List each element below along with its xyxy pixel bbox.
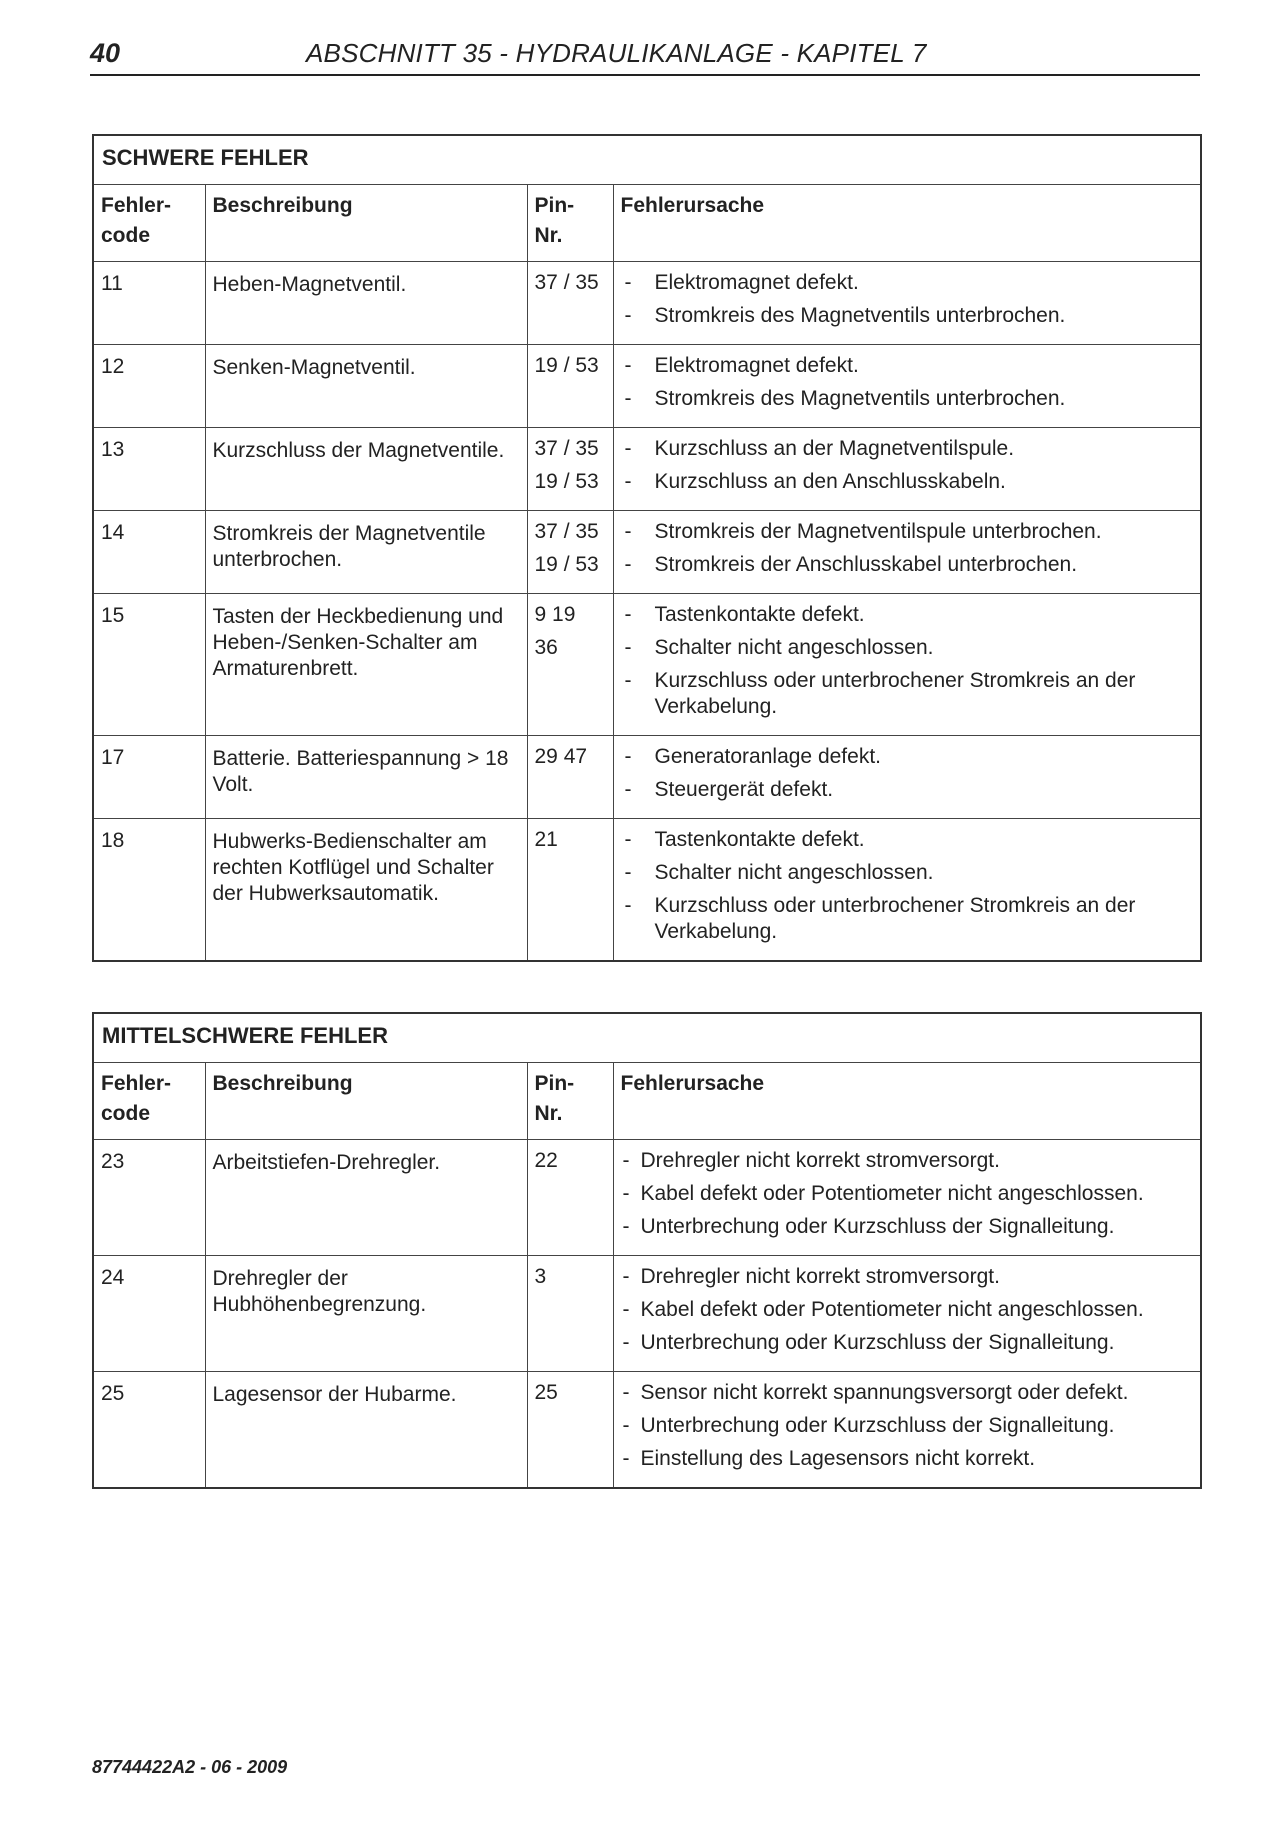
- pin-number: 29 47: [527, 736, 613, 819]
- fault-causes: [613, 428, 1201, 511]
- page-number: 40: [90, 38, 121, 68]
- cause-item: - Stromkreis der Magnetventilspule unterbrochen.: [621, 519, 1194, 545]
- page-header: [90, 36, 1200, 76]
- pin-number: 19 / 53: [527, 345, 613, 428]
- fault-causes: [613, 1372, 1201, 1489]
- fault-code: 17: [93, 736, 205, 819]
- pin-number: 37 / 35 19 / 53: [527, 428, 613, 511]
- footer-doc-id: 87744422A2 - 06 - 2009: [92, 1757, 288, 1777]
- table-row: [93, 511, 1201, 594]
- fault-causes: [613, 345, 1201, 428]
- cause-item: - Drehregler nicht korrekt stromversorgt.: [621, 1264, 1194, 1290]
- fault-description: Batterie. Batteriespannung > 18 Volt.: [205, 736, 527, 819]
- fault-code: 25: [93, 1372, 205, 1489]
- fault-code: 14: [93, 511, 205, 594]
- col-header-pin: Pin- Nr.: [527, 1063, 613, 1140]
- fault-code: 12: [93, 345, 205, 428]
- fault-causes: [613, 1256, 1201, 1372]
- pin-number: 9 19 36: [527, 594, 613, 736]
- fault-causes: [613, 262, 1201, 345]
- cause-item: - Elektromagnet defekt.: [621, 353, 1194, 379]
- table-row: [93, 594, 1201, 736]
- medium-faults-table: [92, 1012, 1202, 1489]
- fault-causes: [613, 594, 1201, 736]
- table-row: [93, 428, 1201, 511]
- cause-item: - Kurzschluss an den Anschlusskabeln.: [621, 469, 1194, 495]
- fault-code: 23: [93, 1140, 205, 1256]
- fault-code: 15: [93, 594, 205, 736]
- cause-item: - Kurzschluss oder unterbrochener Stromkreis an der Verkabelung.: [621, 893, 1194, 945]
- fault-code: 18: [93, 819, 205, 962]
- cause-item: - Schalter nicht angeschlossen.: [621, 860, 1194, 886]
- fault-description: Drehregler der Hubhöhenbegrenzung.: [205, 1256, 527, 1372]
- pin-number: 22: [527, 1140, 613, 1256]
- table-row: [93, 819, 1201, 962]
- pin-number: 25: [527, 1372, 613, 1489]
- table-title: MITTELSCHWERE FEHLER: [93, 1013, 1201, 1063]
- cause-item: - Kurzschluss oder unterbrochener Stromkreis an der Verkabelung.: [621, 668, 1194, 720]
- cause-item: - Schalter nicht angeschlossen.: [621, 635, 1194, 661]
- table-title: SCHWERE FEHLER: [93, 135, 1201, 185]
- pin-number: 21: [527, 819, 613, 962]
- col-header-cause: Fehlerursache: [613, 185, 1201, 262]
- fault-code: 11: [93, 262, 205, 345]
- col-header-description: Beschreibung: [205, 185, 527, 262]
- cause-item: - Tastenkontakte defekt.: [621, 602, 1194, 628]
- pin-number: 3: [527, 1256, 613, 1372]
- header-title: ABSCHNITT 35 - HYDRAULIKANLAGE - KAPITEL 7: [306, 38, 927, 68]
- col-header-cause: Fehlerursache: [613, 1063, 1201, 1140]
- cause-item: - Unterbrechung oder Kurzschluss der Signalleitung.: [621, 1330, 1194, 1356]
- col-header-description: Beschreibung: [205, 1063, 527, 1140]
- fault-causes: [613, 736, 1201, 819]
- cause-item: - Drehregler nicht korrekt stromversorgt.: [621, 1148, 1194, 1174]
- cause-item: - Elektromagnet defekt.: [621, 270, 1194, 296]
- col-header-code: Fehler- code: [93, 1063, 205, 1140]
- table-row: [93, 736, 1201, 819]
- cause-item: - Stromkreis des Magnetventils unterbrochen.: [621, 303, 1194, 329]
- fault-causes: [613, 819, 1201, 962]
- fault-causes: [613, 511, 1201, 594]
- col-header-code: Fehler- code: [93, 185, 205, 262]
- pin-number: 37 / 35 19 / 53: [527, 511, 613, 594]
- cause-item: - Kurzschluss an der Magnetventilspule.: [621, 436, 1194, 462]
- table-row: [93, 1256, 1201, 1372]
- fault-description: Hubwerks-Bedienschalter am rechten Kotflügel und Schalter der Hubwerksautomatik.: [205, 819, 527, 962]
- severe-faults-table: [92, 134, 1202, 962]
- cause-item: - Sensor nicht korrekt spannungsversorgt oder defekt.: [621, 1380, 1194, 1406]
- cause-item: - Tastenkontakte defekt.: [621, 827, 1194, 853]
- cause-item: - Stromkreis des Magnetventils unterbrochen.: [621, 386, 1194, 412]
- cause-item: - Kabel defekt oder Potentiometer nicht angeschlossen.: [621, 1181, 1194, 1207]
- table-row: [93, 262, 1201, 345]
- fault-description: Senken-Magnetventil.: [205, 345, 527, 428]
- fault-description: Kurzschluss der Magnetventile.: [205, 428, 527, 511]
- cause-item: - Steuergerät defekt.: [621, 777, 1194, 803]
- table-row: [93, 1140, 1201, 1256]
- fault-description: Stromkreis der Magnetventile unterbrochen.: [205, 511, 527, 594]
- cause-item: - Stromkreis der Anschlusskabel unterbrochen.: [621, 552, 1194, 578]
- fault-causes: [613, 1140, 1201, 1256]
- fault-description: Heben-Magnetventil.: [205, 262, 527, 345]
- cause-item: - Unterbrechung oder Kurzschluss der Signalleitung.: [621, 1214, 1194, 1240]
- cause-item: - Kabel defekt oder Potentiometer nicht angeschlossen.: [621, 1297, 1194, 1323]
- cause-item: - Generatoranlage defekt.: [621, 744, 1194, 770]
- fault-code: 13: [93, 428, 205, 511]
- table-row: [93, 345, 1201, 428]
- pin-number: 37 / 35: [527, 262, 613, 345]
- col-header-pin: Pin- Nr.: [527, 185, 613, 262]
- table-row: [93, 1372, 1201, 1489]
- fault-description: Tasten der Heckbedienung und Heben-/Senken-Schalter am Armaturenbrett.: [205, 594, 527, 736]
- cause-item: - Unterbrechung oder Kurzschluss der Signalleitung.: [621, 1413, 1194, 1439]
- cause-item: - Einstellung des Lagesensors nicht korrekt.: [621, 1446, 1194, 1472]
- fault-description: Lagesensor der Hubarme.: [205, 1372, 527, 1489]
- fault-description: Arbeitstiefen-Drehregler.: [205, 1140, 527, 1256]
- fault-code: 24: [93, 1256, 205, 1372]
